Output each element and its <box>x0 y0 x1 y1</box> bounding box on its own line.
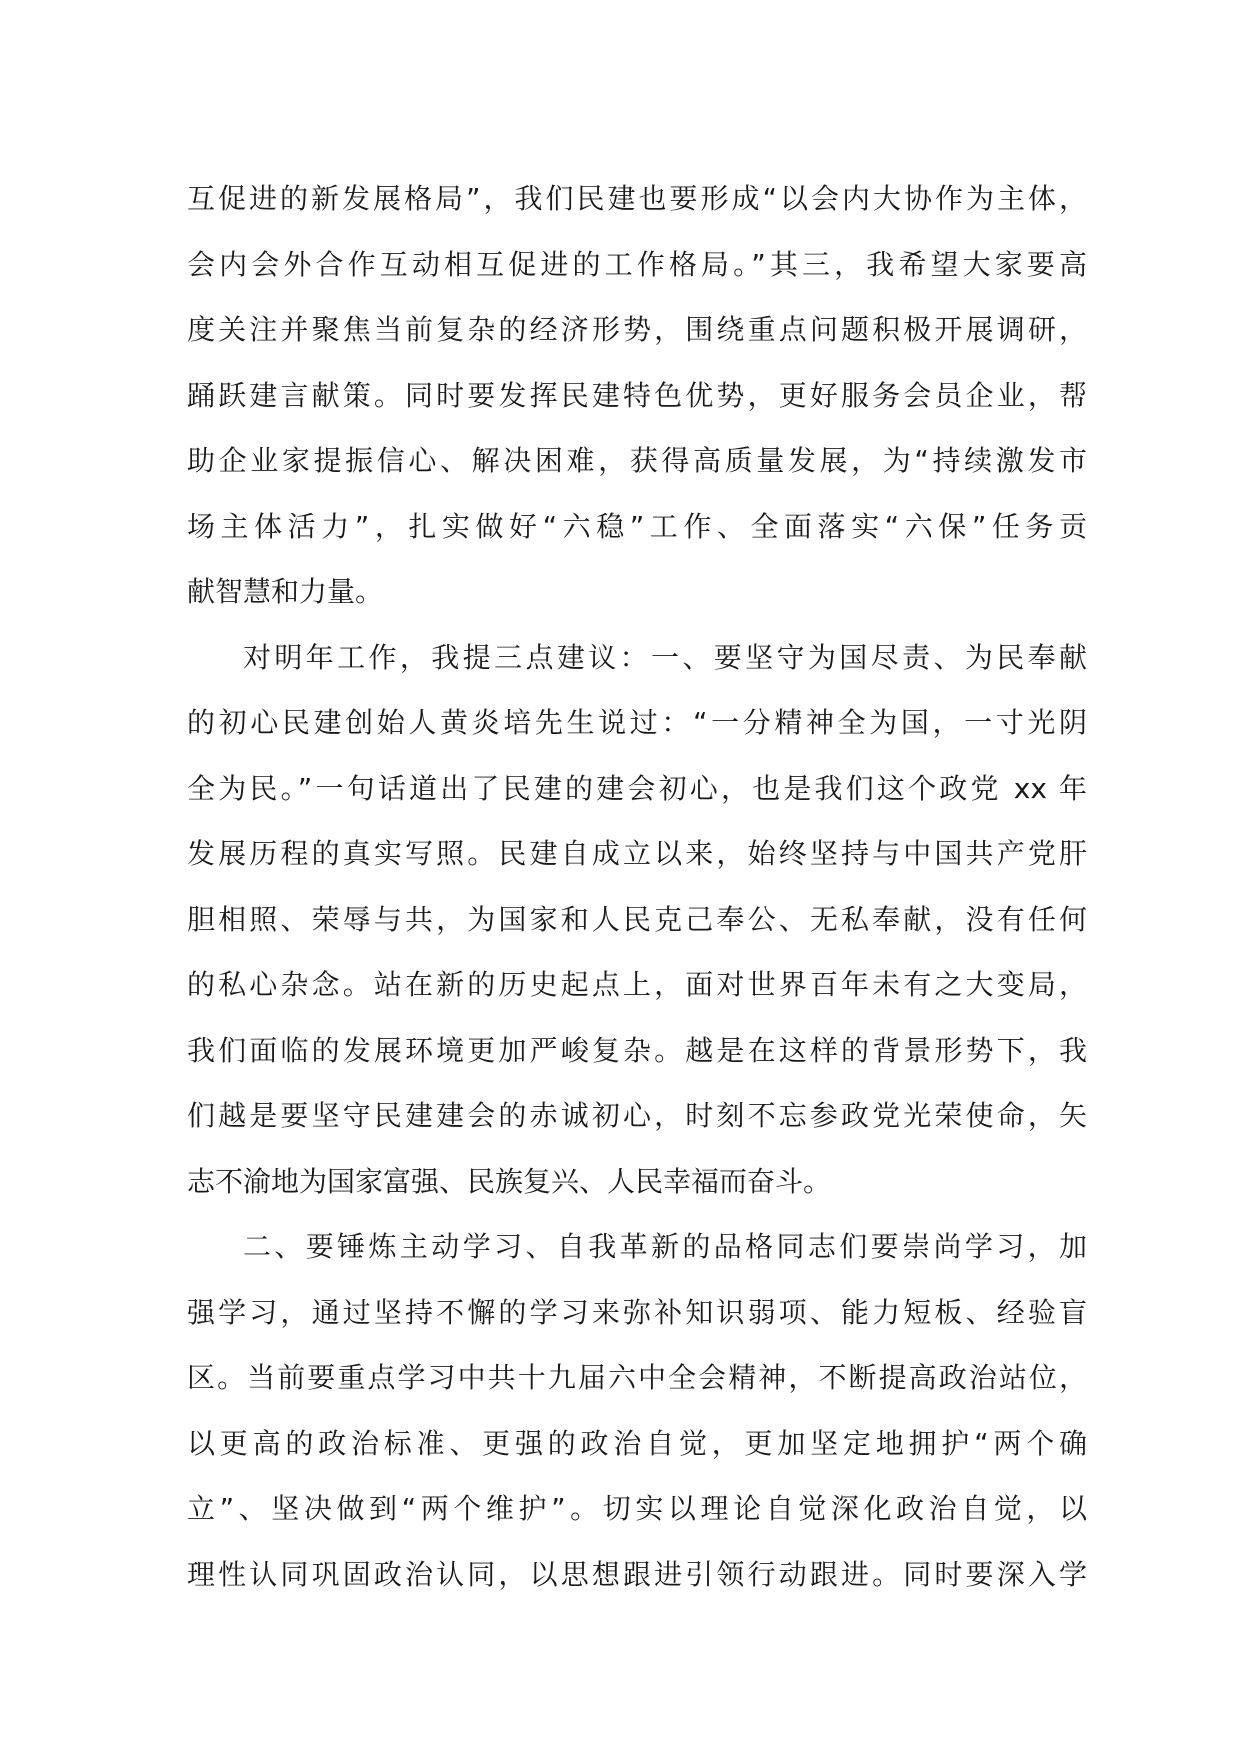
text-line: 理性认同巩固政治认同，以思想跟进引领行动跟进。同时要深入学 <box>187 1557 1087 1591</box>
text-line: 以更高的政治标准、更强的政治自觉，更加坚定地拥护“两个确 <box>187 1426 1087 1460</box>
text-line: 献智慧和力量。 <box>187 575 384 608</box>
text-line: 全为民。”一句话道出了民建的建会初心，也是我们这个政党 xx 年 <box>187 771 1087 805</box>
text-line: 区。当前要重点学习中共十九届六中全会精神，不断提高政治站位， <box>187 1361 1087 1394</box>
body-text <box>187 166 1087 1607</box>
text-line: 我们面临的发展环境更加严峻复杂。越是在这样的背景形势下，我 <box>187 1033 1087 1067</box>
text-line: 踊跃建言献策。同时要发挥民建特色优势，更好服务会员企业，帮 <box>187 378 1087 412</box>
paragraph-first-line: 二、要锤炼主动学习、自我革新的品格同志们要崇尚学习，加 <box>243 1230 1087 1263</box>
text-line: 志不渝地为国家富强、民族复兴、人民幸福而奋斗。 <box>187 1164 832 1198</box>
text-line: 发展历程的真实写照。民建自成立以来，始终坚持与中国共产党肝 <box>187 837 1087 870</box>
text-line: 会内会外合作互动相互促进的工作格局。”其三，我希望大家要高 <box>187 247 1087 281</box>
text-line: 场主体活力”，扎实做好“六稳”工作、全面落实“六保”任务贡 <box>187 509 1087 543</box>
text-line: 助企业家提振信心、解决困难，获得高质量发展，为“持续激发市 <box>187 444 1087 477</box>
text-line: 度关注并聚焦当前复杂的经济形势，围绕重点问题积极开展调研， <box>187 313 1087 346</box>
text-line: 胆相照、荣辱与共，为国家和人民克己奉公、无私奉献，没有任何 <box>187 902 1087 936</box>
text-line: 的私心杂念。站在新的历史起点上，面对世界百年未有之大变局， <box>187 968 1087 1001</box>
text-line: 们越是要坚守民建建会的赤诚初心，时刻不忘参政党光荣使命，矢 <box>187 1099 1087 1132</box>
text-line: 立”、坚决做到“两个维护”。切实以理论自觉深化政治自觉，以 <box>187 1492 1087 1525</box>
text-line: 互促进的新发展格局”，我们民建也要形成“以会内大协作为主体， <box>187 182 1087 215</box>
text-line: 强学习，通过坚持不懈的学习来弥补知识弱项、能力短板、经验盲 <box>187 1295 1087 1329</box>
paragraph-first-line: 对明年工作，我提三点建议：一、要坚守为国尽责、为民奉献 <box>243 640 1087 674</box>
text-line: 的初心民建创始人黄炎培先生说过：“一分精神全为国，一寸光阴 <box>187 706 1087 739</box>
